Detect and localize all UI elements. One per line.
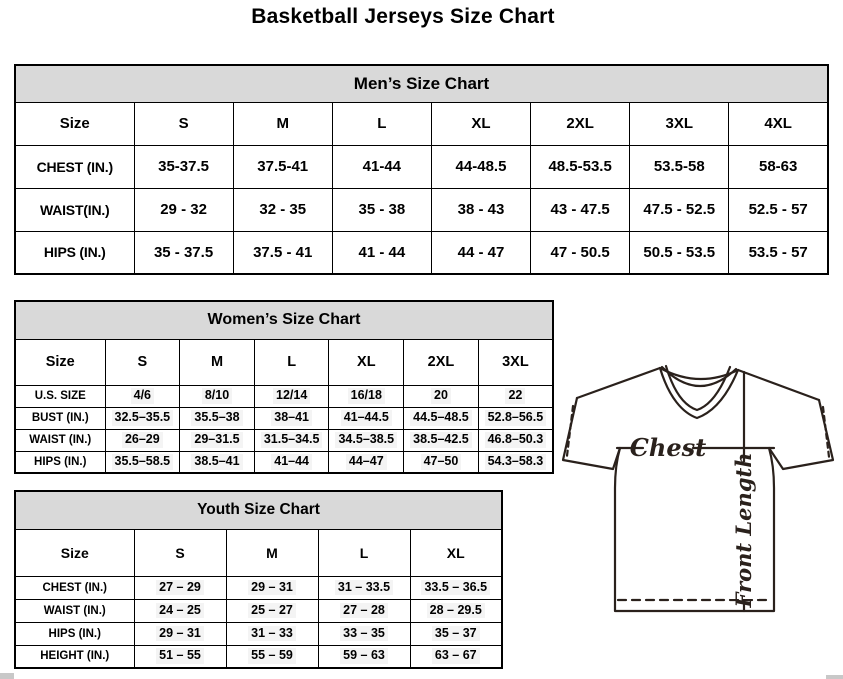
jersey-left-sleeve (563, 398, 620, 469)
table-cell (226, 645, 318, 668)
table-cell (329, 429, 404, 451)
table-cell (134, 599, 226, 622)
table-cell: 43 - 47.5 (531, 188, 630, 231)
cell-value: 33 – 35 (340, 626, 388, 642)
table-cell: 37.5 - 41 (233, 231, 332, 274)
cell-value: 44.5–48.5 (410, 410, 472, 426)
column-header: M (180, 339, 255, 385)
table-cell (404, 451, 479, 473)
table-cell: 37.5-41 (233, 145, 332, 188)
chest-measure-label: Chest (629, 433, 707, 462)
row-label: CHEST (IN.) (15, 576, 134, 599)
table-row (15, 622, 502, 645)
table-row (15, 529, 502, 576)
table-cell (478, 407, 553, 429)
column-header: XL (329, 339, 404, 385)
column-header: L (254, 339, 329, 385)
table-row (15, 102, 828, 145)
cell-value: 55 – 59 (248, 648, 296, 664)
table-cell (478, 429, 553, 451)
scrollbar-fragment-left[interactable] (0, 673, 14, 679)
column-header: M (226, 529, 318, 576)
table-cell (134, 576, 226, 599)
column-header: 2XL (531, 102, 630, 145)
table-row (15, 429, 553, 451)
column-header: 3XL (478, 339, 553, 385)
table-row (15, 407, 553, 429)
column-header: Size (15, 102, 134, 145)
table-cell: 58-63 (729, 145, 828, 188)
cell-value: 31.5–34.5 (261, 432, 323, 448)
cell-value: 31 – 33.5 (335, 580, 393, 596)
cell-value: 59 – 63 (340, 648, 388, 664)
jersey-left-shoulder (577, 368, 660, 398)
table-cell: 41-44 (332, 145, 431, 188)
cell-value: 28 – 29.5 (427, 603, 485, 619)
table-row (15, 339, 553, 385)
cell-value: 31 – 33 (248, 626, 296, 642)
cell-value: 44–47 (346, 454, 387, 470)
cell-value: 63 – 67 (432, 648, 480, 664)
table-cell: 48.5-53.5 (531, 145, 630, 188)
cell-value: 12/14 (273, 388, 310, 404)
cell-value: 29–31.5 (191, 432, 242, 448)
mens-chart-title: Men’s Size Chart (15, 65, 828, 102)
womens-chart-title: Women’s Size Chart (15, 301, 553, 339)
table-cell: 44 - 47 (431, 231, 530, 274)
cell-value: 4/6 (131, 388, 154, 404)
table-cell (404, 407, 479, 429)
table-cell (410, 576, 502, 599)
table-cell: 53.5 - 57 (729, 231, 828, 274)
table-row (15, 451, 553, 473)
row-label: WAIST (IN.) (15, 599, 134, 622)
table-cell: 53.5-58 (630, 145, 729, 188)
column-header: L (332, 102, 431, 145)
row-label: WAIST(IN.) (15, 188, 134, 231)
column-header: 4XL (729, 102, 828, 145)
cell-value: 47–50 (421, 454, 462, 470)
table-cell (329, 385, 404, 407)
table-cell (254, 451, 329, 473)
column-header: S (134, 529, 226, 576)
row-label: HIPS (IN.) (15, 231, 134, 274)
table-row (15, 301, 553, 339)
column-header: S (134, 102, 233, 145)
table-cell (105, 407, 180, 429)
cell-value: 25 – 27 (248, 603, 296, 619)
table-cell (226, 576, 318, 599)
scrollbar-fragment-right[interactable] (826, 675, 843, 679)
column-header: L (318, 529, 410, 576)
page-title: Basketball Jerseys Size Chart (251, 5, 555, 28)
table-cell: 41 - 44 (332, 231, 431, 274)
table-cell (478, 385, 553, 407)
table-cell: 29 - 32 (134, 188, 233, 231)
cell-value: 27 – 29 (156, 580, 204, 596)
cell-value: 29 – 31 (156, 626, 204, 642)
table-cell (226, 622, 318, 645)
table-cell: 50.5 - 53.5 (630, 231, 729, 274)
youth-size-chart-table (14, 490, 503, 669)
table-cell: 35 - 37.5 (134, 231, 233, 274)
table-cell (105, 451, 180, 473)
table-cell (180, 385, 255, 407)
row-label: HIPS (IN.) (15, 622, 134, 645)
cell-value: 16/18 (348, 388, 385, 404)
cell-value: 38–41 (271, 410, 312, 426)
table-row (15, 145, 828, 188)
cell-value: 51 – 55 (156, 648, 204, 664)
table-cell (410, 599, 502, 622)
table-cell: 44-48.5 (431, 145, 530, 188)
table-cell (318, 622, 410, 645)
cell-value: 52.8–56.5 (485, 410, 547, 426)
table-cell (329, 407, 404, 429)
table-row (15, 385, 553, 407)
table-cell (105, 385, 180, 407)
cell-value: 22 (505, 388, 525, 404)
cell-value: 34.5–38.5 (335, 432, 397, 448)
table-cell (478, 451, 553, 473)
cell-value: 38.5–41 (191, 454, 242, 470)
column-header: 2XL (404, 339, 479, 385)
table-cell: 32 - 35 (233, 188, 332, 231)
cell-value: 35.5–38 (191, 410, 242, 426)
table-cell (404, 429, 479, 451)
table-cell (180, 407, 255, 429)
table-cell (318, 645, 410, 668)
table-cell (410, 622, 502, 645)
table-cell (254, 407, 329, 429)
table-row (15, 576, 502, 599)
cell-value: 33.5 – 36.5 (421, 580, 490, 596)
jersey-diagram (557, 362, 842, 627)
row-label: CHEST (IN.) (15, 145, 134, 188)
table-row (15, 65, 828, 102)
cell-value: 20 (431, 388, 451, 404)
cell-value: 46.8–50.3 (485, 432, 547, 448)
jersey-collar (660, 366, 738, 418)
row-label: HIPS (IN.) (15, 451, 105, 473)
column-header: M (233, 102, 332, 145)
table-row (15, 599, 502, 622)
column-header: 3XL (630, 102, 729, 145)
womens-size-chart-table (14, 300, 554, 474)
table-cell (105, 429, 180, 451)
table-cell (180, 429, 255, 451)
cell-value: 26–29 (122, 432, 163, 448)
table-cell (329, 451, 404, 473)
table-cell: 47 - 50.5 (531, 231, 630, 274)
table-cell (404, 385, 479, 407)
table-cell (226, 599, 318, 622)
cell-value: 27 – 28 (340, 603, 388, 619)
jersey-right-shoulder (738, 370, 819, 400)
table-row (15, 645, 502, 668)
row-label: U.S. SIZE (15, 385, 105, 407)
table-cell: 47.5 - 52.5 (630, 188, 729, 231)
cell-value: 35 – 37 (432, 626, 480, 642)
cell-value: 24 – 25 (156, 603, 204, 619)
row-label: BUST (IN.) (15, 407, 105, 429)
table-cell (134, 645, 226, 668)
table-cell: 52.5 - 57 (729, 188, 828, 231)
cell-value: 32.5–35.5 (112, 410, 174, 426)
table-row (15, 231, 828, 274)
table-cell: 35-37.5 (134, 145, 233, 188)
table-cell: 35 - 38 (332, 188, 431, 231)
table-row (15, 188, 828, 231)
cell-value: 29 – 31 (248, 580, 296, 596)
mens-size-chart-table (14, 64, 829, 275)
youth-chart-title: Youth Size Chart (15, 491, 502, 529)
table-cell (254, 385, 329, 407)
row-label: HEIGHT (IN.) (15, 645, 134, 668)
cell-value: 41–44.5 (341, 410, 392, 426)
cell-value: 35.5–58.5 (112, 454, 174, 470)
row-label: WAIST (IN.) (15, 429, 105, 451)
table-row (15, 491, 502, 529)
column-header: Size (15, 339, 105, 385)
cell-value: 41–44 (271, 454, 312, 470)
cell-value: 54.3–58.3 (485, 454, 547, 470)
column-header: Size (15, 529, 134, 576)
table-cell: 38 - 43 (431, 188, 530, 231)
column-header: XL (431, 102, 530, 145)
table-cell (254, 429, 329, 451)
table-cell (318, 599, 410, 622)
cell-value: 38.5–42.5 (410, 432, 472, 448)
front-length-measure-label: Front Length (731, 452, 756, 608)
table-cell (318, 576, 410, 599)
column-header: XL (410, 529, 502, 576)
cell-value: 8/10 (202, 388, 232, 404)
column-header: S (105, 339, 180, 385)
table-cell (180, 451, 255, 473)
table-cell (134, 622, 226, 645)
table-cell (410, 645, 502, 668)
